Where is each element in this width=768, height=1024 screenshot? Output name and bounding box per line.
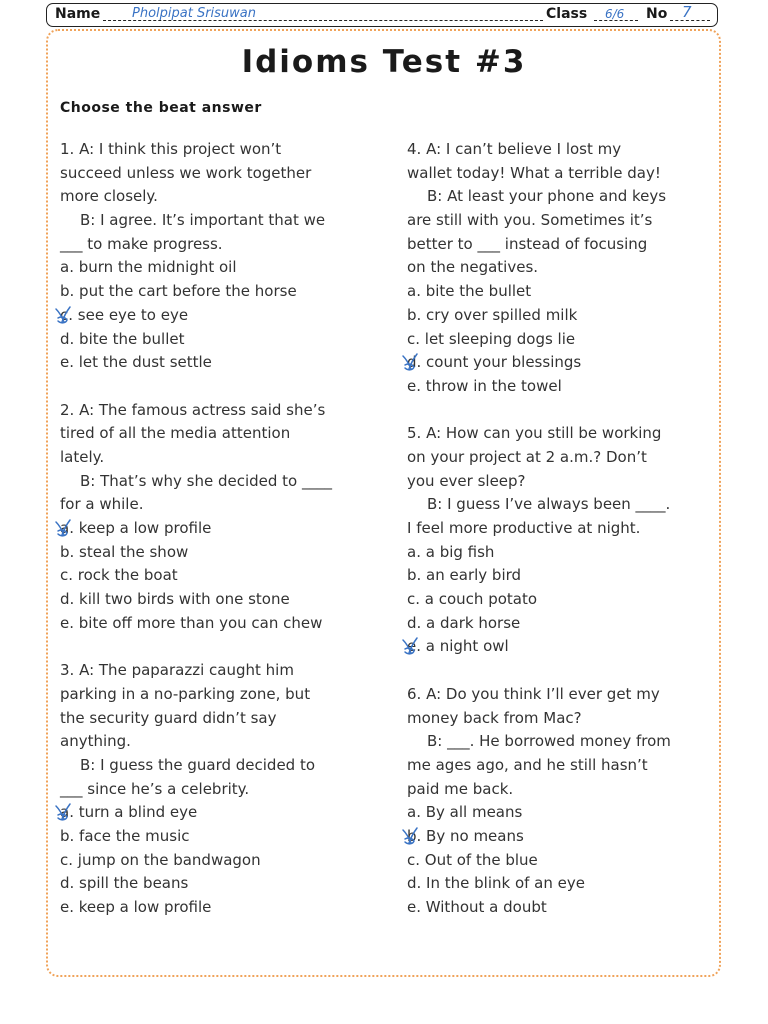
- answer-option[interactable]: [407, 280, 713, 304]
- answer-option-label: c. let sleeping dogs lie: [407, 329, 576, 348]
- answer-option[interactable]: [60, 849, 380, 873]
- question-block: [407, 422, 713, 659]
- question-text-line: on your project at 2 a.m.? Don’t: [407, 447, 647, 466]
- answer-option-label: a. a big fish: [407, 542, 495, 561]
- answer-option[interactable]: [407, 541, 713, 565]
- answer-option[interactable]: [60, 612, 380, 636]
- question-text-line: parking in a no-parking zone, but: [60, 684, 311, 703]
- question-text-line: 2. A: The famous actress said she’s: [60, 400, 326, 419]
- answer-option[interactable]: [60, 517, 380, 541]
- response-text-line: B: I guess I’ve always been ____.: [427, 495, 671, 514]
- answer-option-label: e. throw in the towel: [407, 376, 562, 395]
- answer-option-label: a. By all means: [407, 803, 523, 822]
- response-text-line: are still with you. Sometimes it’s: [407, 211, 653, 230]
- question-text-line: wallet today! What a terrible day!: [407, 163, 661, 182]
- answer-option-label: b. face the music: [60, 826, 190, 845]
- class-label: Class: [546, 6, 588, 22]
- response-text-line: B: I guess the guard decided to: [80, 755, 316, 774]
- answer-option-label: d. a dark horse: [407, 613, 521, 632]
- response-text-line: for a while.: [60, 495, 144, 514]
- answer-option-label: a. turn a blind eye: [60, 803, 198, 822]
- response-text-line: me ages ago, and he still hasn’t: [407, 755, 648, 774]
- answer-option[interactable]: [407, 872, 713, 896]
- question-text-line: 6. A: Do you think I’ll ever get my: [407, 684, 660, 703]
- answer-option[interactable]: [60, 541, 380, 565]
- answer-option-label: e. bite off more than you can chew: [60, 613, 323, 632]
- response-text-line: ___ to make progress.: [60, 234, 223, 253]
- answer-option[interactable]: [407, 801, 713, 825]
- page-title: Idioms Test #3: [241, 44, 527, 80]
- spacer: [60, 635, 380, 659]
- answer-option[interactable]: [407, 328, 713, 352]
- instruction-text: Choose the beat answer: [60, 100, 262, 116]
- response-text-line: on the negatives.: [407, 258, 539, 277]
- name-field-value: Pholpipat Srisuwan: [132, 6, 257, 21]
- spacer: [407, 399, 713, 423]
- answer-option-label: c. rock the boat: [60, 566, 178, 585]
- answer-option-label: e. a night owl: [407, 637, 509, 656]
- handwritten-check-mark-icon: [399, 634, 423, 658]
- class-field-value: 6/6: [605, 7, 625, 21]
- answer-option-label: a. keep a low profile: [60, 519, 212, 537]
- name-label: Name: [55, 6, 101, 22]
- answer-option[interactable]: [407, 896, 713, 920]
- question-block: [407, 683, 713, 920]
- answer-option-label: c. a couch potato: [407, 590, 538, 609]
- answer-option-label: b. put the cart before the horse: [60, 282, 297, 301]
- question-text-line: 5. A: How can you still be working: [407, 424, 662, 443]
- question-text-line: lately.: [60, 447, 105, 466]
- answer-option[interactable]: [60, 256, 380, 280]
- handwritten-check-mark-icon: [52, 303, 76, 327]
- response-text-line: B: That’s why she decided to ____: [80, 471, 332, 490]
- answer-option-label: a. bite the bullet: [407, 282, 532, 301]
- question-block: [60, 399, 380, 636]
- answer-option[interactable]: [407, 849, 713, 873]
- answer-option-label: d. spill the beans: [60, 874, 189, 893]
- answer-option[interactable]: [60, 801, 380, 825]
- question-block: [60, 659, 380, 920]
- answer-option-label: c. Out of the blue: [407, 850, 538, 869]
- answer-option[interactable]: [407, 304, 713, 328]
- answer-option[interactable]: [60, 351, 380, 375]
- no-label: No: [646, 6, 668, 22]
- answer-option[interactable]: [60, 872, 380, 896]
- response-text-line: paid me back.: [407, 779, 514, 798]
- answer-option-label: d. count your blessings: [407, 353, 582, 372]
- answer-option-label: c. see eye to eye: [60, 305, 189, 324]
- spacer: [60, 375, 380, 399]
- question-text-line: anything.: [60, 732, 131, 751]
- answer-option[interactable]: [60, 564, 380, 588]
- question-text-line: succeed unless we work together: [60, 163, 312, 182]
- question-text-line: 4. A: I can’t believe I lost my: [407, 140, 622, 158]
- answer-option-label: e. let the dust settle: [60, 353, 212, 372]
- handwritten-check-mark-icon: [399, 824, 423, 848]
- no-field-value: 7: [682, 3, 692, 21]
- answer-option[interactable]: [60, 896, 380, 920]
- answer-option[interactable]: [60, 328, 380, 352]
- answer-option[interactable]: [407, 635, 713, 659]
- answer-option-label: b. cry over spilled milk: [407, 305, 578, 324]
- question-text-line: you ever sleep?: [407, 471, 526, 490]
- handwritten-check-mark-icon: [52, 800, 76, 824]
- answer-option[interactable]: [60, 825, 380, 849]
- question-block: [60, 138, 380, 375]
- answer-option[interactable]: [60, 304, 380, 328]
- answer-option-label: b. steal the show: [60, 542, 189, 561]
- answer-option[interactable]: [407, 612, 713, 636]
- answer-option[interactable]: [407, 375, 713, 399]
- answer-option-label: d. kill two birds with one stone: [60, 590, 290, 609]
- response-text-line: B: ___. He borrowed money from: [427, 732, 671, 751]
- question-text-line: the security guard didn’t say: [60, 708, 277, 727]
- answer-option[interactable]: [60, 280, 380, 304]
- answer-option-label: a. burn the midnight oil: [60, 258, 237, 277]
- answer-option-label: b. an early bird: [407, 566, 522, 585]
- answer-option-label: e. keep a low profile: [60, 898, 212, 916]
- response-text-line: B: At least your phone and keys: [427, 187, 667, 206]
- response-text-line: ___ since he’s a celebrity.: [60, 779, 250, 798]
- answer-option-label: e. Without a doubt: [407, 898, 547, 916]
- question-text-line: money back from Mac?: [407, 708, 582, 727]
- response-text-line: I feel more productive at night.: [407, 519, 641, 537]
- answer-option-label: d. In the blink of an eye: [407, 874, 585, 893]
- question-text-line: more closely.: [60, 187, 158, 206]
- answer-option[interactable]: [407, 588, 713, 612]
- handwritten-check-mark-icon: [52, 516, 76, 540]
- answer-option-label: d. bite the bullet: [60, 329, 185, 348]
- response-text-line: B: I agree. It’s important that we: [80, 211, 326, 230]
- questions-column-right: [407, 138, 713, 920]
- handwritten-check-mark-icon: [399, 350, 423, 374]
- response-text-line: better to ___ instead of focusing: [407, 234, 648, 253]
- spacer: [407, 659, 713, 683]
- questions-column-left: [60, 138, 380, 920]
- answer-option-label: c. jump on the bandwagon: [60, 850, 261, 869]
- answer-option[interactable]: [407, 825, 713, 849]
- question-text-line: 3. A: The paparazzi caught him: [60, 661, 294, 680]
- answer-option-label: b. By no means: [407, 826, 524, 845]
- answer-option[interactable]: [407, 351, 713, 375]
- question-block: [407, 138, 713, 399]
- answer-option[interactable]: [407, 564, 713, 588]
- question-text-line: 1. A: I think this project won’t: [60, 140, 282, 158]
- answer-option[interactable]: [60, 588, 380, 612]
- question-text-line: tired of all the media attention: [60, 424, 291, 443]
